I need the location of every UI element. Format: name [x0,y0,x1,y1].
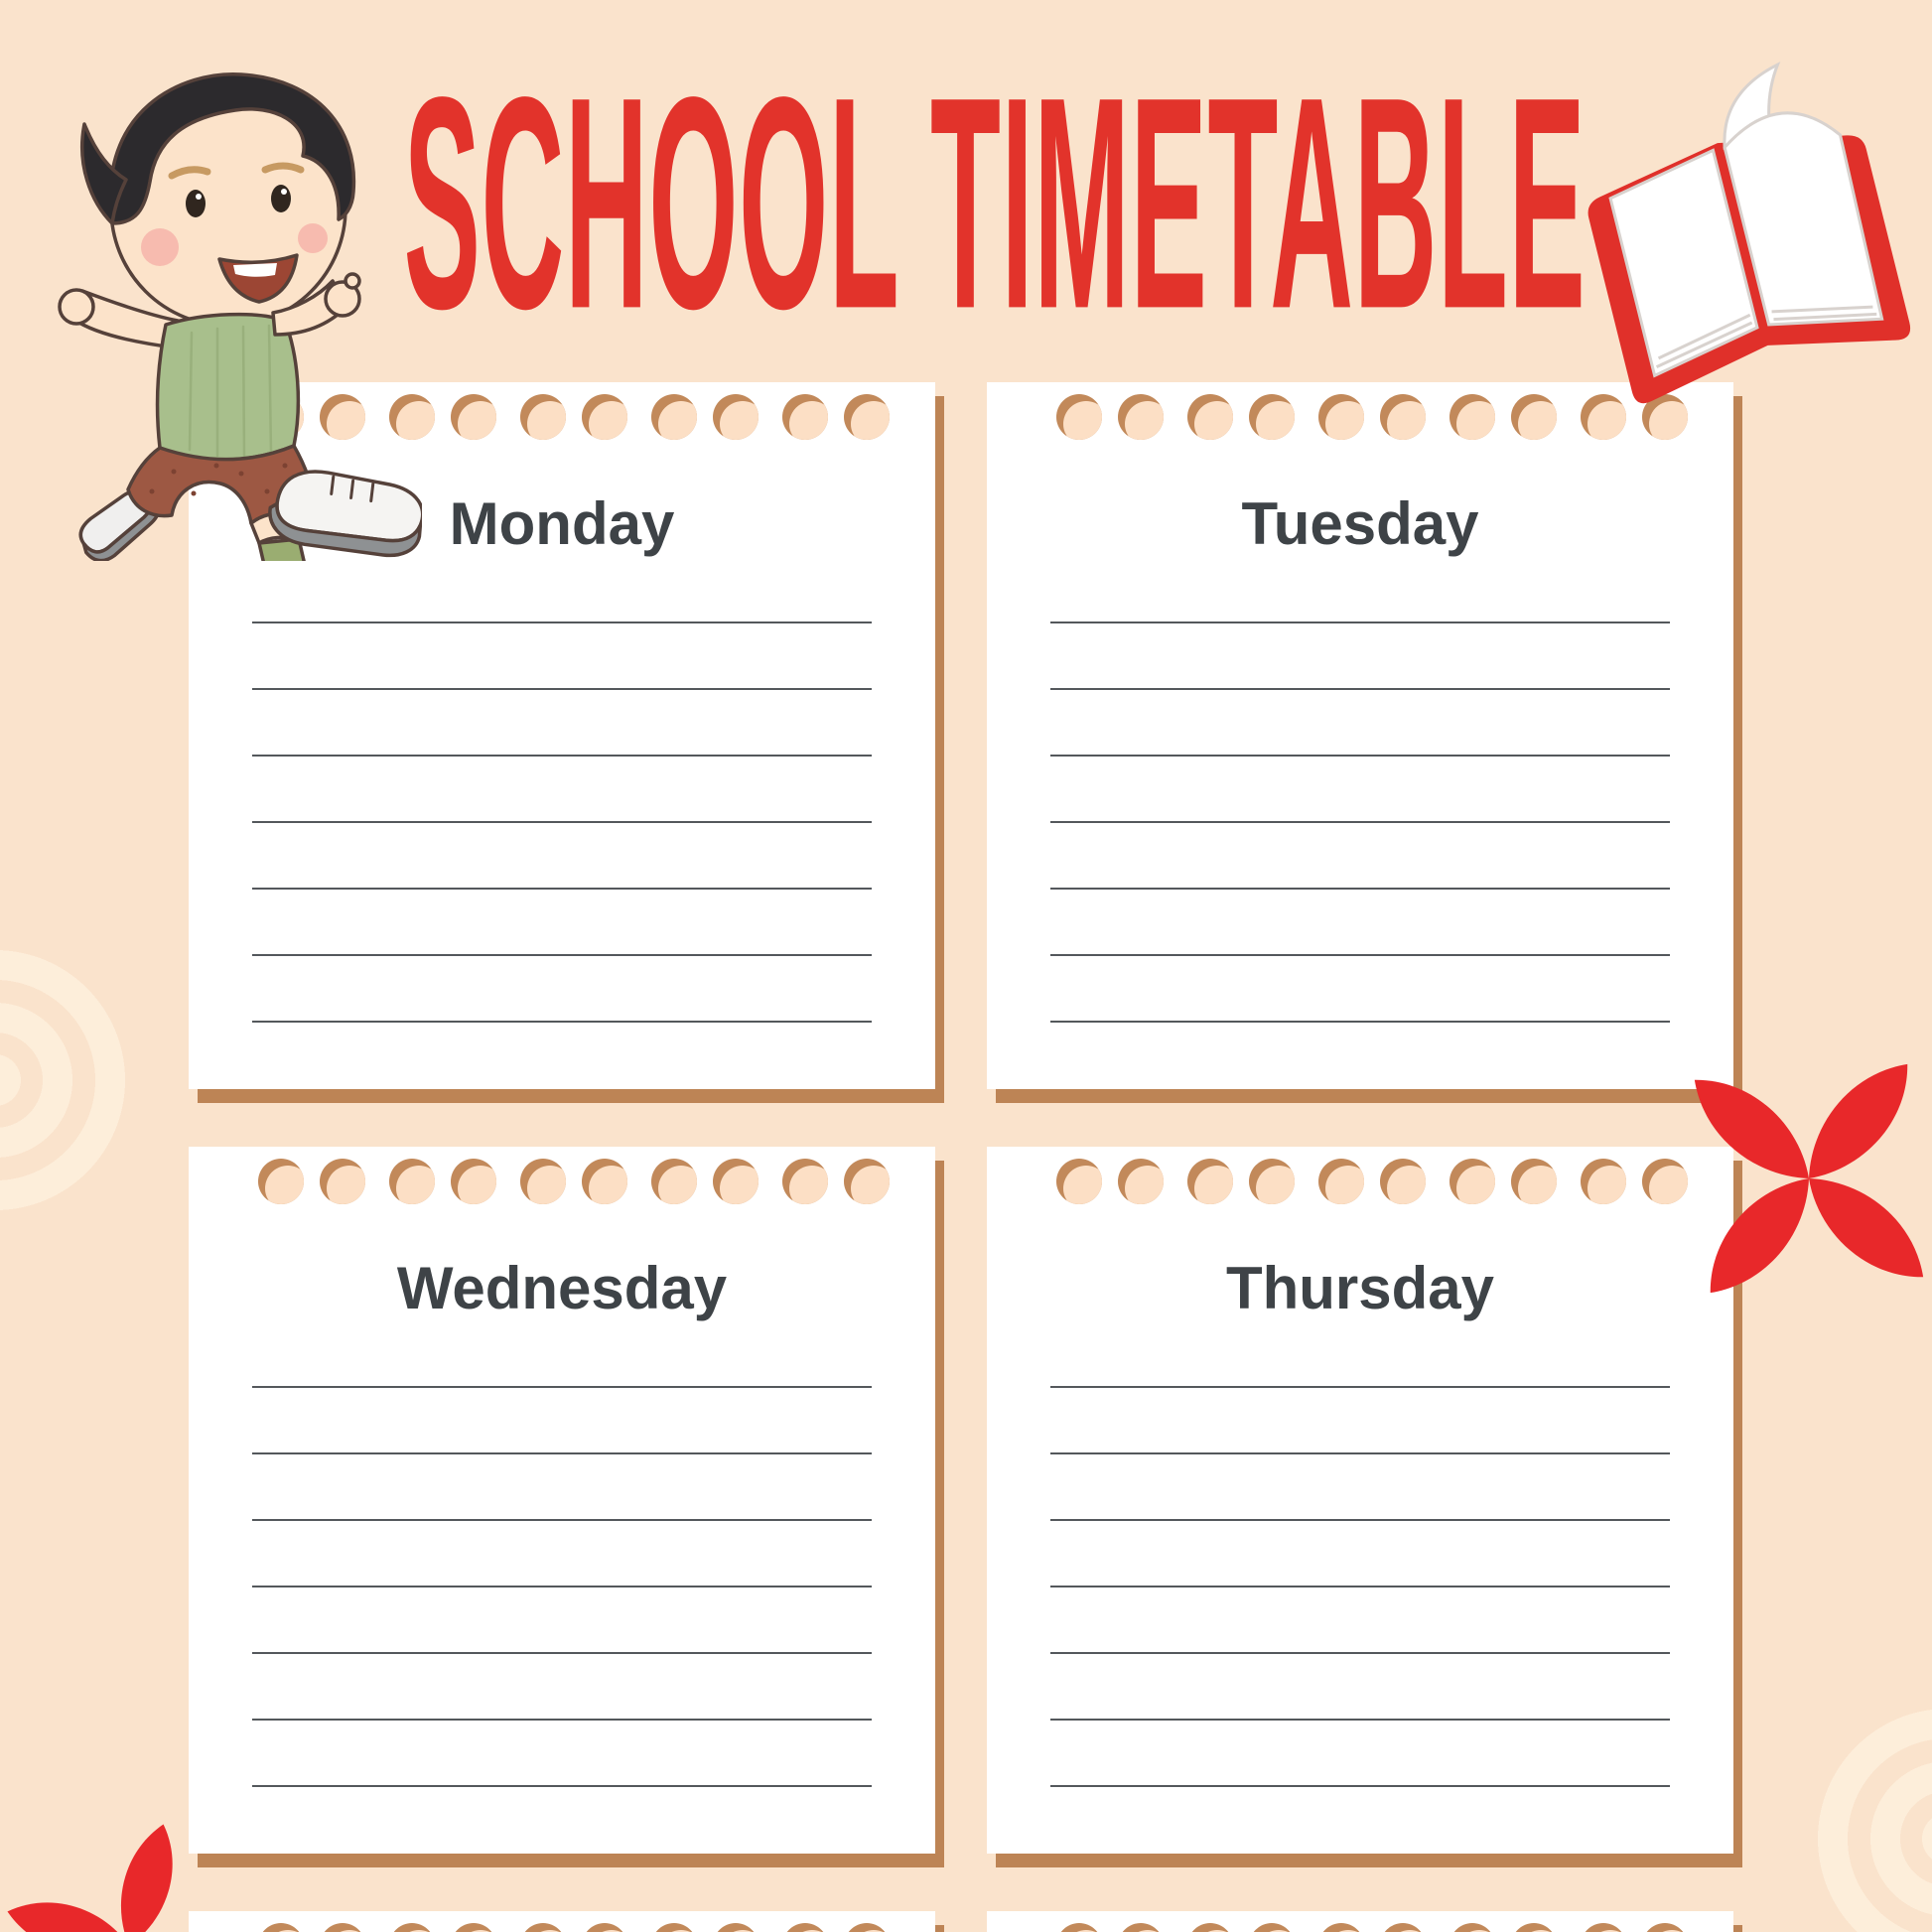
punch-hole [520,394,566,440]
writing-line [1050,757,1670,823]
writing-line [252,1587,872,1654]
ruled-lines [252,557,872,1023]
punch-hole [1118,1923,1164,1932]
punch-hole [1187,1159,1233,1204]
punch-hole [1449,394,1495,440]
page-title: SCHOOL TIMETABLE [403,35,1587,372]
punch-hole [320,1923,365,1932]
punch-hole [1380,394,1426,440]
punch-hole [1249,1923,1295,1932]
punch-hole [1056,1159,1102,1204]
writing-line [1050,623,1670,690]
punch-hole [1056,394,1102,440]
punch-hole [1380,1159,1426,1204]
writing-line [252,890,872,956]
writing-line [1050,557,1670,623]
punch-hole [651,394,697,440]
punch-hole [520,1923,566,1932]
writing-line [1050,823,1670,890]
writing-line [252,1454,872,1521]
punch-hole [320,1159,365,1204]
punch-hole [782,1159,828,1204]
day-card-tuesday [987,382,1733,1089]
day-label: Monday [449,490,675,557]
writing-line [252,1521,872,1587]
punch-hole [582,1159,627,1204]
punch-hole [1318,1923,1364,1932]
punch-hole [520,1159,566,1204]
punch-hole [844,1923,890,1932]
punch-holes [1056,1923,1688,1932]
punch-hole [1511,1159,1557,1204]
writing-line [252,757,872,823]
punch-hole [389,1923,435,1932]
writing-line [252,956,872,1023]
writing-line [252,1721,872,1787]
ruled-lines [1050,1321,1670,1787]
day-label: Thursday [1225,1255,1495,1321]
punch-hole [1511,1923,1557,1932]
punch-hole [1056,1923,1102,1932]
punch-hole [1449,1159,1495,1204]
writing-line [252,1321,872,1388]
punch-hole [651,1159,697,1204]
writing-line [252,1654,872,1721]
punch-hole [389,1159,435,1204]
writing-line [1050,1654,1670,1721]
punch-hole [651,1923,697,1932]
punch-hole [451,1923,496,1932]
punch-hole [844,394,890,440]
punch-hole [1318,1159,1364,1204]
writing-line [1050,1388,1670,1454]
writing-line [1050,1587,1670,1654]
punch-hole [1581,1923,1626,1932]
punch-hole [1187,394,1233,440]
punch-hole [713,1159,759,1204]
writing-line [1050,956,1670,1023]
day-card-thursday [987,1147,1733,1854]
punch-hole [582,1923,627,1932]
punch-hole [1642,1923,1688,1932]
writing-line [252,623,872,690]
punch-hole [1249,1159,1295,1204]
punch-hole [1187,1923,1233,1932]
writing-line [1050,890,1670,956]
writing-line [252,823,872,890]
punch-hole [582,394,627,440]
day-card-partial-4 [189,1911,935,1932]
punch-holes [258,1923,890,1932]
writing-line [1050,1454,1670,1521]
punch-hole [1511,394,1557,440]
writing-line [252,557,872,623]
punch-holes [258,1159,890,1204]
ruled-lines [1050,557,1670,1023]
running-boy-illustration [25,25,422,561]
writing-line [1050,1321,1670,1388]
ruled-lines [252,1321,872,1787]
writing-line [1050,1721,1670,1787]
punch-hole [713,1923,759,1932]
writing-line [252,690,872,757]
punch-hole [258,1159,304,1204]
punch-hole [1118,1159,1164,1204]
writing-line [1050,690,1670,757]
punch-hole [1449,1923,1495,1932]
punch-hole [713,394,759,440]
swirl-decoration-bottom-right [1799,1690,1932,1932]
punch-hole [844,1159,890,1204]
writing-line [1050,1521,1670,1587]
punch-hole [782,1923,828,1932]
swirl-decoration-left [0,931,144,1229]
punch-hole [1118,394,1164,440]
punch-hole [451,1159,496,1204]
punch-hole [1249,394,1295,440]
punch-hole [782,394,828,440]
punch-hole [1380,1923,1426,1932]
punch-hole [1318,394,1364,440]
writing-line [252,1388,872,1454]
day-label: Tuesday [1241,490,1479,557]
day-card-wednesday [189,1147,935,1854]
punch-hole [451,394,496,440]
day-card-partial-5 [987,1911,1733,1932]
day-label: Wednesday [396,1255,728,1321]
open-book-icon [1564,45,1921,442]
